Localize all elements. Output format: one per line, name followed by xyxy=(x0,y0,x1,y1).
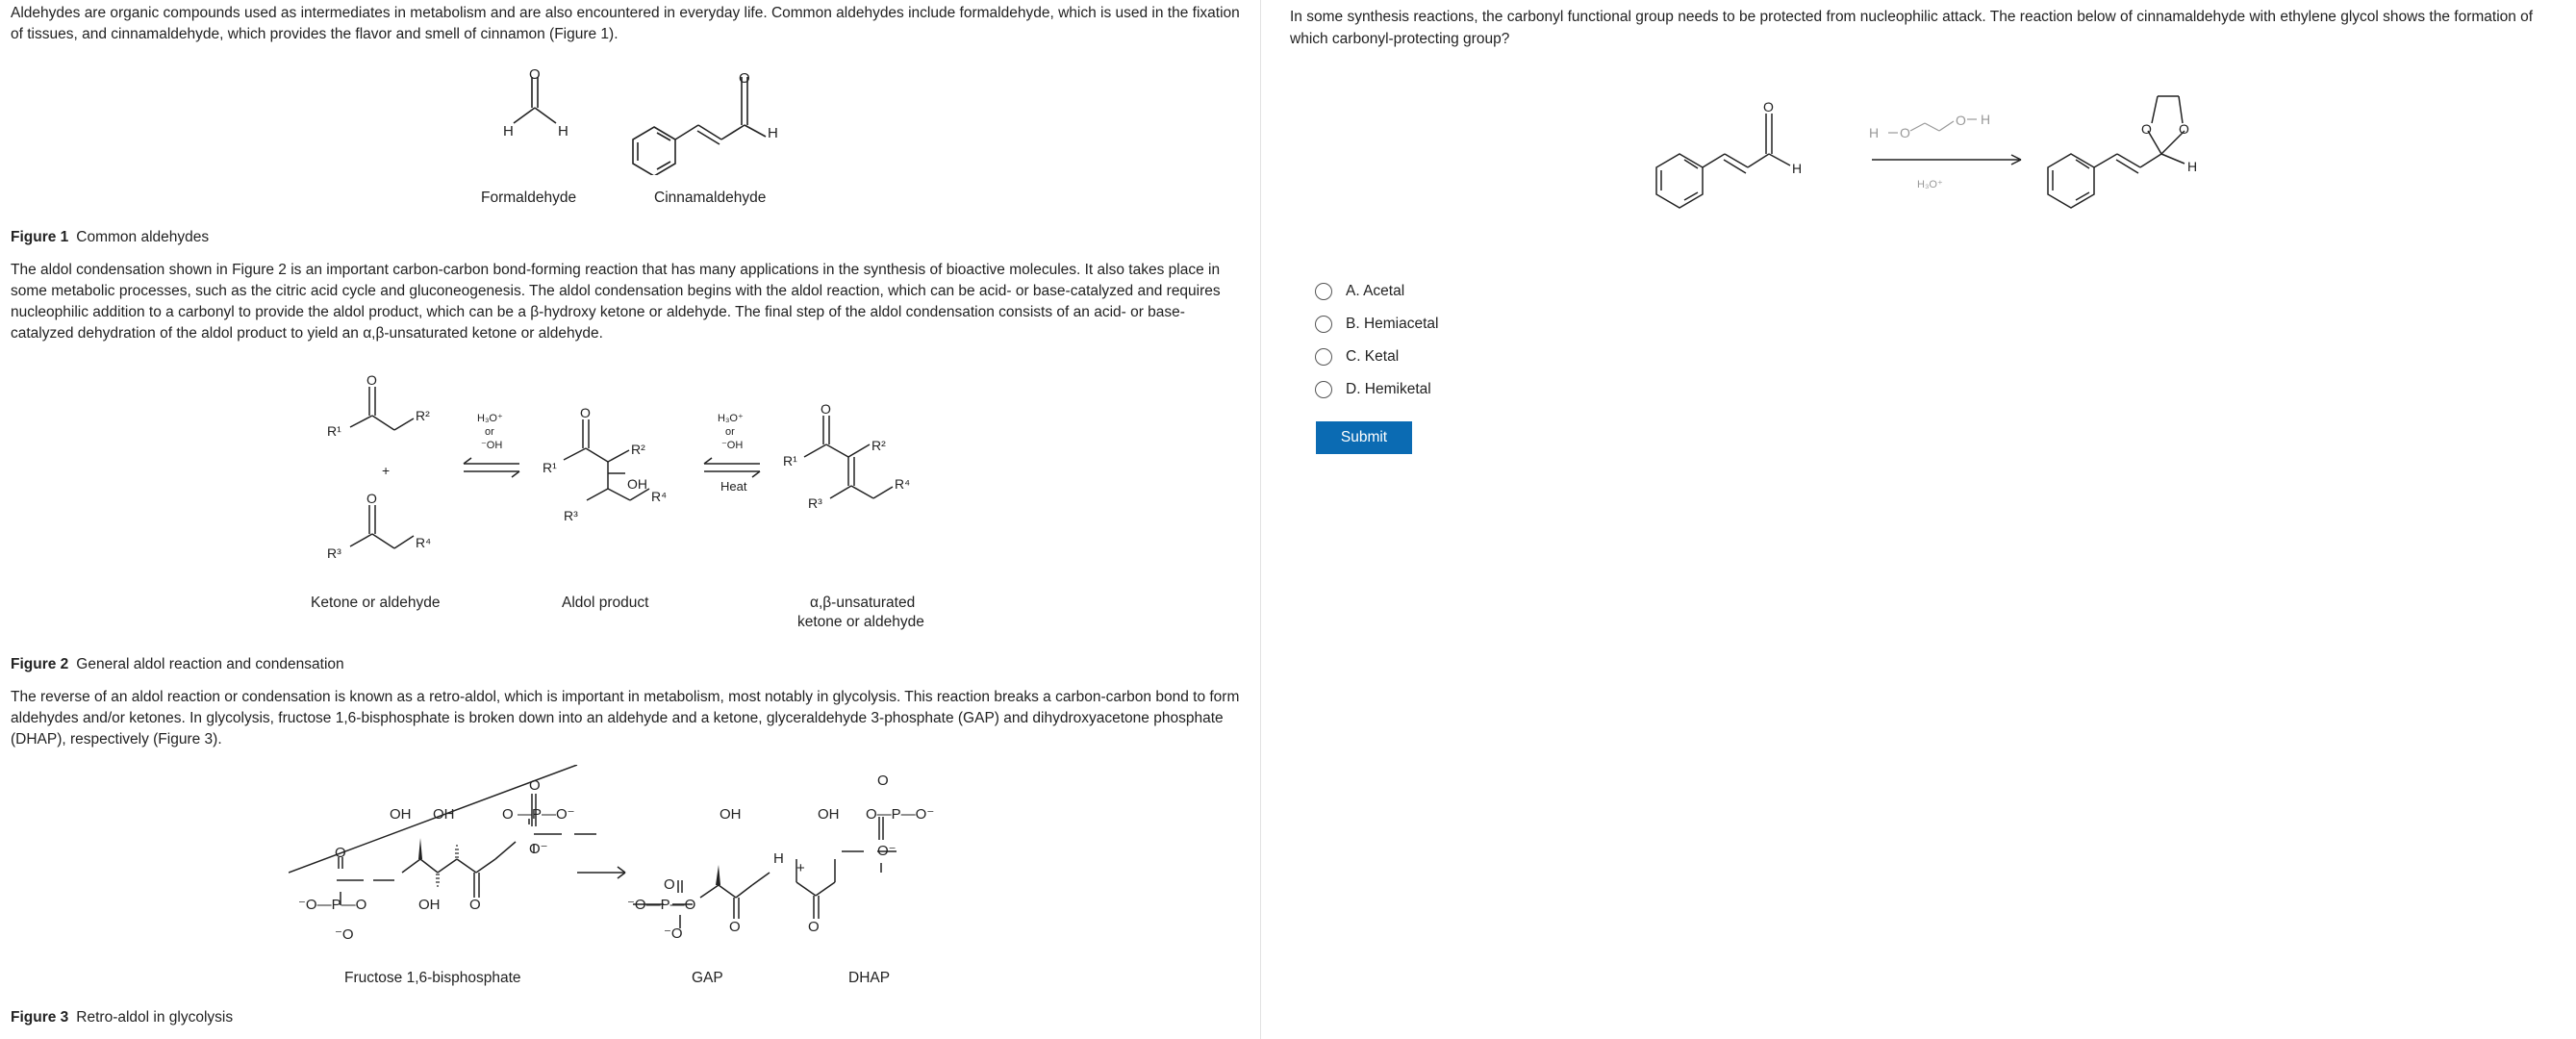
svg-text:OH: OH xyxy=(433,806,455,823)
figure1-caption: Figure 1 Common aldehydes xyxy=(11,229,210,245)
figure2-caption: Figure 2 General aldol reaction and condensation xyxy=(11,656,344,672)
svg-text:—P—O⁻: —P—O⁻ xyxy=(518,806,575,823)
svg-text:+: + xyxy=(796,860,805,876)
svg-text:H: H xyxy=(503,123,514,139)
svg-text:OH: OH xyxy=(418,897,441,913)
svg-text:R²: R² xyxy=(416,408,430,423)
option-d-label: D. Hemiketal xyxy=(1346,381,1431,397)
radio-button-a[interactable] xyxy=(1315,283,1332,300)
svg-text:R¹: R¹ xyxy=(327,423,341,439)
svg-text:O: O xyxy=(877,773,889,789)
svg-text:⁻O—P—O: ⁻O—P—O xyxy=(298,897,367,913)
label-dhap: DHAP xyxy=(848,970,891,986)
svg-text:H₃O⁺: H₃O⁺ xyxy=(1917,179,1943,190)
option-b[interactable] xyxy=(1315,308,1438,341)
svg-text:H: H xyxy=(773,850,784,867)
passage-paragraph-2: The aldol condensation shown in Figure 2 is an important carbon-carbon bond-forming reaction that has many applications in the synthesis of bioactive molecules. It also takes place in some metabolic processes, such as the citric acid cycle and gluconeogenesis. The aldol condensation begins with the aldol reaction, which can be acid- or base-catalyzed and requires nucleophilic addition to a carbonyl to provide the aldol product, which can be a β-hydroxy ketone or aldehyde. The final step of the aldol condensation consists of an acid- or base-catalyzed dehydration of the aldol product to yield an α,β-unsaturated ketone or aldehyde. xyxy=(11,262,1221,342)
passage-paragraph-1: Aldehydes are organic compounds used as intermediates in metabolism and are also encountered in everyday life. Common aldehydes include formaldehyde, which is used in the fixation of tissues, and cinnamaldehyde, which provides the flavor and smell of cinnamon (Figure 1). xyxy=(11,5,1240,42)
svg-text:H: H xyxy=(768,125,778,141)
answer-options xyxy=(1315,275,1438,406)
question-text: In some synthesis reactions, the carbonyl functional group needs to be protected from nucleophilic attack. The reaction below of cinnamaldehyde with ethylene glycol shows the formation of which carbonyl-protecting group? xyxy=(1290,9,2534,47)
option-a[interactable] xyxy=(1315,275,1438,308)
radio-button-d[interactable] xyxy=(1315,381,1332,398)
svg-text:O: O xyxy=(1956,113,1966,128)
svg-text:O: O xyxy=(1900,125,1910,140)
svg-text:OH: OH xyxy=(390,806,412,823)
svg-text:R¹: R¹ xyxy=(543,460,557,475)
svg-text:⁻O: ⁻O xyxy=(664,925,683,942)
svg-text:⁻OH: ⁻OH xyxy=(721,440,744,451)
figure3-structures xyxy=(289,765,981,957)
question-panel xyxy=(1261,0,2576,1039)
svg-text:O⁻: O⁻ xyxy=(529,841,548,857)
svg-text:O⁻: O⁻ xyxy=(877,843,897,859)
svg-text:O: O xyxy=(664,876,675,893)
svg-text:O: O xyxy=(821,401,831,417)
option-d[interactable] xyxy=(1315,373,1438,406)
svg-text:R²: R² xyxy=(871,438,886,453)
svg-text:or: or xyxy=(725,426,735,438)
figure1-structures xyxy=(462,60,846,175)
svg-text:OH: OH xyxy=(627,476,647,492)
label-cinnamaldehyde: Cinnamaldehyde xyxy=(654,190,767,206)
figure3-caption: Figure 3 Retro-aldol in glycolysis xyxy=(11,1009,234,1026)
svg-text:O—P—O⁻: O—P—O⁻ xyxy=(866,806,935,823)
label-formaldehyde: Formaldehyde xyxy=(481,190,577,206)
option-b-label: B. Hemiacetal xyxy=(1346,316,1439,332)
figure2-structures xyxy=(317,366,972,587)
svg-text:O: O xyxy=(335,845,346,861)
svg-text:O: O xyxy=(529,66,541,83)
option-c-label: C. Ketal xyxy=(1346,348,1400,365)
label-unsaturated-2: ketone or aldehyde xyxy=(797,614,924,630)
submit-button[interactable]: Submit xyxy=(1316,421,1412,454)
svg-text:H₃O⁺: H₃O⁺ xyxy=(477,413,503,424)
svg-text:O: O xyxy=(1763,99,1774,114)
svg-text:H₃O⁺: H₃O⁺ xyxy=(718,413,744,424)
svg-text:+: + xyxy=(382,463,391,478)
svg-text:⁻OH: ⁻OH xyxy=(481,440,503,451)
svg-text:H: H xyxy=(2187,159,2198,174)
label-heat: Heat xyxy=(720,479,747,494)
svg-text:O: O xyxy=(366,372,377,388)
radio-button-b[interactable] xyxy=(1315,316,1332,333)
svg-text:H: H xyxy=(558,123,568,139)
label-fbp: Fructose 1,6-bisphosphate xyxy=(344,970,521,986)
svg-text:or: or xyxy=(485,426,494,438)
svg-text:R²: R² xyxy=(631,442,645,457)
svg-text:R³: R³ xyxy=(327,545,341,561)
svg-text:OH: OH xyxy=(720,806,742,823)
svg-text:OH: OH xyxy=(818,806,840,823)
svg-text:O: O xyxy=(366,491,377,506)
svg-text:R⁴: R⁴ xyxy=(416,535,432,550)
label-aldol-product: Aldol product xyxy=(562,595,649,611)
svg-text:O: O xyxy=(808,919,820,935)
svg-text:⁻O: ⁻O xyxy=(335,926,354,943)
label-ketone-or-aldehyde: Ketone or aldehyde xyxy=(311,595,441,611)
radio-button-c[interactable] xyxy=(1315,348,1332,366)
svg-text:H: H xyxy=(1981,112,1991,127)
svg-text:O: O xyxy=(729,919,741,935)
svg-text:O: O xyxy=(2141,121,2152,137)
label-gap: GAP xyxy=(692,970,723,986)
svg-text:R³: R³ xyxy=(564,508,578,523)
option-a-label: A. Acetal xyxy=(1346,283,1405,299)
svg-text:O: O xyxy=(529,777,541,794)
svg-text:H: H xyxy=(1792,161,1803,176)
svg-text:H: H xyxy=(1869,125,1880,140)
label-unsaturated-1: α,β-unsaturated xyxy=(810,595,916,611)
svg-text:R¹: R¹ xyxy=(783,453,797,469)
passage-panel xyxy=(0,0,1261,1039)
svg-text:O: O xyxy=(739,70,750,87)
svg-text:⁻O—P—O: ⁻O—P—O xyxy=(627,897,696,913)
svg-text:R⁴: R⁴ xyxy=(651,489,668,504)
svg-text:R⁴: R⁴ xyxy=(895,476,911,492)
svg-text:O: O xyxy=(469,897,481,913)
passage-paragraph-3: The reverse of an aldol reaction or condensation is known as a retro-aldol, which is important in metabolism, most notably in glycolysis. This reaction breaks a carbon-carbon bond to form aldehydes and/or ketones. In glycolysis, fructose 1,6-bisphosphate is broken down into an aldehyde and a ketone, glyceraldehyde 3-phosphate (GAP) and dihydroxyacetone phosphate (DHAP), respectively (Figure 3). xyxy=(11,689,1240,748)
option-c[interactable] xyxy=(1315,341,1438,373)
svg-text:O: O xyxy=(502,806,514,823)
svg-text:R³: R³ xyxy=(808,495,822,511)
svg-text:O: O xyxy=(2179,121,2189,137)
question-reaction-scheme xyxy=(1646,87,2281,221)
svg-text:O: O xyxy=(580,405,591,420)
